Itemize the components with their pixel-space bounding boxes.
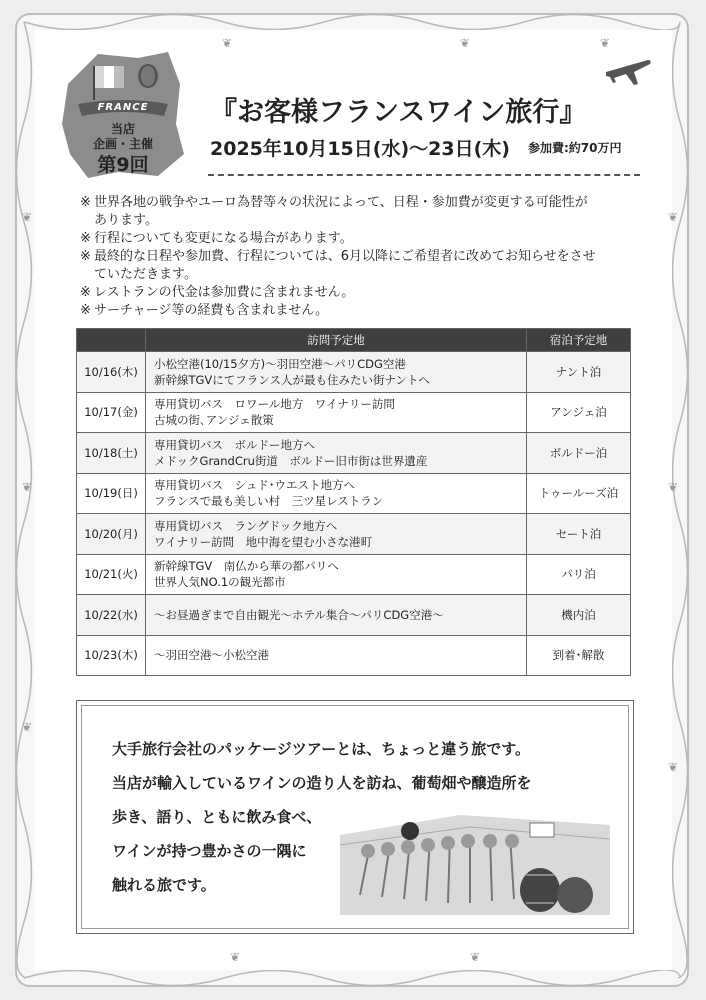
note-mark: ※ — [80, 249, 91, 264]
table-row — [77, 392, 631, 433]
note-mark: ※ — [80, 303, 91, 318]
grape-icon: ❦ — [22, 480, 33, 494]
route-line: 世界人気NO.1の観光都市 — [154, 575, 286, 590]
note-item — [80, 230, 650, 248]
route-line: 〜羽田空港〜小松空港 — [154, 648, 269, 663]
note-item — [80, 194, 650, 230]
row-date: 10/17(金) — [77, 392, 146, 433]
table-row — [77, 554, 631, 595]
note-text-cont: ていただきます。 — [94, 267, 197, 282]
row-date: 10/19(日) — [77, 473, 146, 514]
table-row — [77, 433, 631, 474]
route-line: 専用貸切バス ラングドック地方へ — [154, 518, 338, 533]
badge-organizer: 当店 — [110, 122, 135, 136]
header-stay: 宿泊予定地 — [527, 329, 631, 352]
row-route — [146, 554, 527, 595]
intro-line: 大手旅行会社のパッケージツアーとは、ちょっと違う旅です。 — [112, 740, 531, 758]
row-date: 10/20(月) — [77, 514, 146, 555]
row-date: 10/16(木) — [77, 352, 146, 393]
grape-icon: ❦ — [222, 36, 233, 50]
row-stay: パリ泊 — [527, 554, 631, 595]
intro-line: 触れる旅です。 — [112, 876, 216, 894]
itinerary-table — [76, 328, 631, 676]
row-route — [146, 352, 527, 393]
intro-line: 歩き、語り、ともに飲み食べ、 — [112, 808, 322, 826]
table-row — [77, 595, 631, 636]
badge-edition: 第9回 — [97, 154, 149, 176]
table-header-row — [77, 329, 631, 352]
route-line: フランスで最も美しい村 三ツ星レストラン — [154, 494, 384, 509]
route-line: 専用貸切バス ロワール地方 ワイナリー訪問 — [154, 397, 395, 412]
note-text: サーチャージ等の経費も含まれません。 — [94, 303, 329, 318]
row-route — [146, 473, 527, 514]
row-stay: 到着･解散 — [527, 635, 631, 676]
note-mark: ※ — [80, 231, 91, 246]
row-date: 10/21(火) — [77, 554, 146, 595]
row-stay: トゥールーズ泊 — [527, 473, 631, 514]
note-mark: ※ — [80, 195, 91, 210]
table-row — [77, 514, 631, 555]
note-text: 最終的な日程や参加費、行程については、6月以降にご希望者に改めてお知らせをさせ — [94, 249, 596, 264]
route-line: メドックGrandCru街道 ボルドー旧市街は世界遺産 — [154, 453, 428, 468]
intro-line: ワインが持つ豊かさの一隅に — [112, 842, 307, 860]
grape-icon: ❦ — [668, 480, 679, 494]
route-line: 〜お昼過ぎまで自由観光〜ホテル集合〜パリCDG空港〜 — [154, 607, 444, 622]
route-line: 専用貸切バス シュド･ウエスト地方へ — [154, 478, 356, 493]
tour-badge — [58, 44, 188, 184]
row-date: 10/18(土) — [77, 433, 146, 474]
route-line: 専用貸切バス ボルドー地方へ — [154, 437, 315, 452]
airplane-icon — [604, 52, 652, 88]
header-route: 訪問予定地 — [146, 329, 527, 352]
note-text: 行程についても変更になる場合があります。 — [94, 231, 353, 246]
route-line: 新幹線TGV 南仏から華の都パリへ — [154, 559, 339, 574]
row-stay: ナント泊 — [527, 352, 631, 393]
badge-organizer-sub: 企画・主催 — [92, 137, 153, 151]
note-text: レストランの代金は参加費に含まれません。 — [94, 285, 355, 300]
row-stay: 機内泊 — [527, 595, 631, 636]
note-item — [80, 302, 650, 320]
note-item — [80, 284, 650, 302]
note-text: 世界各地の戦争やユーロ為替等々の状況によって、日程・参加費が変更する可能性が — [94, 195, 588, 210]
route-line: ワイナリー訪問 地中海を望む小さな港町 — [154, 534, 373, 549]
tour-fee: 参加費:約70万円 — [528, 141, 622, 155]
notes-list — [80, 194, 650, 320]
route-line: 古城の街､アンジェ散策 — [154, 413, 274, 428]
route-line: 小松空港(10/15夕方)〜羽田空港〜パリCDG空港 — [154, 356, 406, 371]
row-stay: ボルドー泊 — [527, 433, 631, 474]
grape-icon: ❦ — [668, 760, 679, 774]
row-stay: セート泊 — [527, 514, 631, 555]
row-route — [146, 595, 527, 636]
row-date: 10/22(水) — [77, 595, 146, 636]
note-item — [80, 248, 650, 284]
grape-icon: ❦ — [22, 720, 33, 734]
row-route — [146, 514, 527, 555]
grape-icon: ❦ — [600, 36, 611, 50]
table-row — [77, 635, 631, 676]
grape-icon: ❦ — [230, 950, 241, 964]
row-stay: アンジェ泊 — [527, 392, 631, 433]
note-mark: ※ — [80, 285, 91, 300]
grape-icon: ❦ — [668, 210, 679, 224]
row-route — [146, 433, 527, 474]
intro-text — [112, 732, 532, 902]
route-line: 新幹線TGVにてフランス人が最も住みたい街ナントへ — [154, 372, 430, 387]
row-route — [146, 392, 527, 433]
row-date: 10/23(木) — [77, 635, 146, 676]
divider — [208, 174, 640, 176]
grape-icon: ❦ — [470, 950, 481, 964]
page-title: 『お客様フランスワイン旅行』 — [210, 97, 587, 128]
table-row — [77, 473, 631, 514]
badge-country: FRANCE — [97, 102, 149, 113]
grape-icon: ❦ — [22, 210, 33, 224]
row-route — [146, 635, 527, 676]
header-date — [77, 329, 146, 352]
table-row — [77, 352, 631, 393]
tour-dates: 2025年10月15日(水)〜23日(木) — [210, 138, 510, 160]
intro-line: 当店が輸入しているワインの造り人を訪ね、葡萄畑や醸造所を — [112, 774, 532, 792]
grape-icon: ❦ — [460, 36, 471, 50]
note-text-cont: あります。 — [94, 213, 158, 228]
